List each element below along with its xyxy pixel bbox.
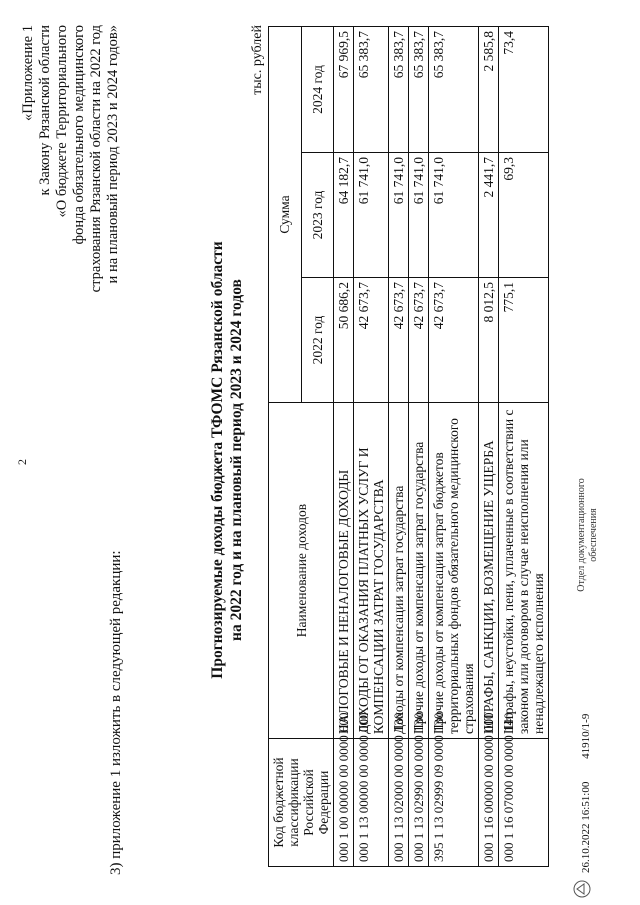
row-code: 395 1 13 02999 09 0000 130 (429, 739, 479, 867)
appendix-line: «Приложение 1 (20, 25, 36, 121)
row-value-2023: 61 741,0 (409, 153, 429, 278)
row-code: 000 1 16 00000 00 0000 000 (479, 739, 499, 867)
row-value-2024: 65 383,7 (429, 26, 479, 152)
row-code: 000 1 16 07000 00 0000 140 (499, 739, 549, 867)
row-value-2024: 67 969,5 (334, 26, 354, 152)
row-value-2023: 61 741,0 (354, 153, 389, 278)
row-value-2022: 775,1 (499, 278, 549, 403)
row-value-2023: 61 741,0 (429, 153, 479, 278)
units-label: тыс. рублей (250, 25, 265, 95)
table-row (499, 26, 549, 866)
intro-text: 3) приложение 1 изложить в следующей редакции: (108, 550, 124, 875)
row-value-2022: 42 673,7 (429, 278, 479, 403)
header-year: 2024 год (301, 26, 334, 152)
header-year: 2022 год (301, 278, 334, 403)
title-line: Прогнозируемые доходы бюджета ТФОМС Рязанской области (209, 241, 226, 679)
registration-stamp (580, 694, 592, 895)
row-code: 000 1 13 02990 00 0000 130 (409, 739, 429, 867)
row-value-2024: 65 383,7 (409, 26, 429, 152)
row-name: Прочие доходы от компенсации затрат государства (409, 403, 429, 739)
appendix-line: и на плановый период 2023 и 2024 годов» (105, 25, 121, 284)
row-code: 000 1 13 00000 00 0000 000 (354, 739, 389, 867)
row-name: НАЛОГОВЫЕ И НЕНАЛОГОВЫЕ ДОХОДЫ (334, 403, 354, 739)
row-code: 000 1 13 02000 00 0000 130 (389, 739, 409, 867)
stamp-doc-id: 41910/1-9 (580, 713, 592, 759)
table-row (429, 26, 479, 866)
appendix-line: «О бюджете Территориального (54, 25, 70, 218)
row-value-2023: 2 441,7 (479, 153, 499, 278)
appendix-line: фонда обязательного медицинского (71, 25, 87, 245)
department-stamp: Отдел документационного обеспечения (576, 478, 599, 592)
row-value-2023: 69,3 (499, 153, 549, 278)
header-sum: Сумма (269, 26, 302, 402)
row-name: ШТРАФЫ, САНКЦИИ, ВОЗМЕЩЕНИЕ УЩЕРБА (479, 403, 499, 739)
page-number: 2 (15, 459, 29, 465)
row-value-2022: 42 673,7 (409, 278, 429, 403)
row-value-2022: 50 686,2 (334, 278, 354, 403)
row-value-2024: 73,4 (499, 26, 549, 152)
header-name: Наименование доходов (269, 403, 334, 739)
table-row (334, 26, 354, 866)
appendix-line: к Закону Рязанской области (37, 25, 53, 196)
header-year: 2023 год (301, 153, 334, 278)
row-name: ДОХОДЫ ОТ ОКАЗАНИЯ ПЛАТНЫХ УСЛУГ И КОМПЕНСАЦИИ ЗАТРАТ ГОСУДАРСТВА (354, 403, 389, 739)
table-row (409, 26, 429, 866)
stamp-date: 26.10.2022 16:51:00 (580, 781, 592, 873)
row-value-2024: 65 383,7 (389, 26, 409, 152)
row-name: Штрафы, неустойки, пени, уплаченные в соответствии с законом или договором в случае неисполнения или ненадлежащего исполнения (499, 403, 549, 739)
title-line: на 2022 год и на плановый период 2023 и 2024 годов (228, 279, 245, 641)
row-value-2023: 64 182,7 (334, 153, 354, 278)
table-row (389, 26, 409, 866)
document-title (208, 55, 246, 865)
header-code: Код бюджетной классификации Российской Федерации (269, 739, 334, 867)
row-name: Доходы от компенсации затрат государства (389, 403, 409, 739)
row-name: Прочие доходы от компенсации затрат бюджетов территориальных фондов обязательного медицинского страхования (429, 403, 479, 739)
row-value-2023: 61 741,0 (389, 153, 409, 278)
table-row (354, 26, 389, 866)
income-table (268, 26, 549, 867)
row-code: 000 1 00 00000 00 0000 000 (334, 739, 354, 867)
row-value-2022: 8 012,5 (479, 278, 499, 403)
row-value-2024: 2 585,8 (479, 26, 499, 152)
table-row (479, 26, 499, 866)
appendix-header (20, 25, 122, 315)
appendix-line: страхования Рязанской области на 2022 год (88, 25, 104, 293)
row-value-2024: 65 383,7 (354, 26, 389, 152)
row-value-2022: 42 673,7 (354, 278, 389, 403)
row-value-2022: 42 673,7 (389, 278, 409, 403)
